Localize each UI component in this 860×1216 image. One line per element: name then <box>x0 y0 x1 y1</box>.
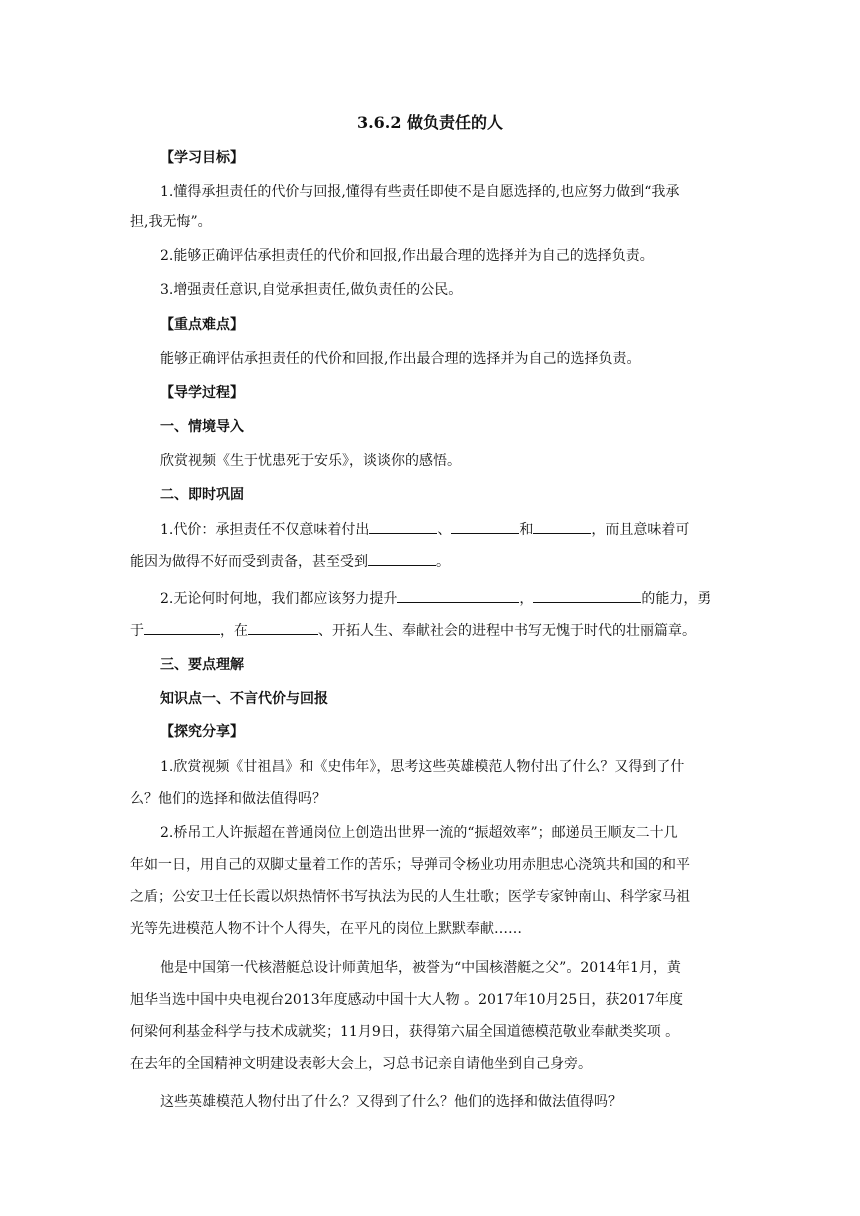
question-2-text-d: 、开拓人生、奉献社会的进程中书写无愧于时代的壮丽篇章。 <box>318 623 696 639</box>
fill-blank[interactable] <box>397 587 519 603</box>
question-1-text-c: 能因为做得不好而受到责备，甚至受到 <box>130 554 368 570</box>
paragraph-3-line-4: 在去年的全国精神文明建设表彰大会上，习总书记亲自请他坐到自己身旁。 <box>130 1056 592 1072</box>
explore-1-line-2: 么？他们的选择和做法值得吗？ <box>130 791 326 807</box>
fill-blank[interactable] <box>144 619 220 635</box>
key-points-text: 能够正确评估承担责任的代价和回报,作出最合理的选择并为自己的选择负责。 <box>160 351 641 367</box>
question-2-text-b: 的能力，勇 <box>641 591 712 607</box>
question-1-text-b: ，而且意味着可 <box>591 522 690 538</box>
fill-blank[interactable] <box>533 587 641 603</box>
goal-1-line-2: 担,我无悔”。 <box>130 214 212 230</box>
explore-2-line-2: 年如一日，用自己的双脚丈量着工作的苦乐；导弹司令杨业功用赤胆忠心浇筑共和国的和平 <box>130 857 690 873</box>
page-title: 3.6.2 做负责任的人 <box>356 113 504 132</box>
question-1-end: 。 <box>436 554 450 570</box>
paragraph-3-line-1: 他是中国第一代核潜艇总设计师黄旭华，被誉为“中国核潜艇之父”。2014年1月，黄 <box>160 960 681 976</box>
question-1-sep-2: 和 <box>519 522 534 538</box>
knowledge-point-1-header: 知识点一、不言代价与回报 <box>160 691 328 707</box>
explore-2-line-1: 2.桥吊工人许振超在普通岗位上创造出世界一流的“振超效率”；邮递员王顺友二十几 <box>160 825 678 841</box>
explore-1-line-1: 1.欣赏视频《甘祖昌》和《史伟年》，思考这些英雄模范人物付出了什么？又得到了什 <box>160 759 685 775</box>
fill-blank[interactable] <box>248 619 318 635</box>
question-2-sep-1: ， <box>519 591 534 607</box>
question-1-line-2 <box>130 550 730 572</box>
question-2-sep-2: ，在 <box>220 623 248 639</box>
fill-blank[interactable] <box>533 518 591 534</box>
closing-question: 这些英雄模范人物付出了什么？又得到了什么？他们的选择和做法值得吗？ <box>160 1094 622 1110</box>
explore-header: 【探究分享】 <box>160 724 244 740</box>
question-2-line-1 <box>160 587 760 609</box>
fill-blank[interactable] <box>451 518 519 534</box>
part-3-header: 三、要点理解 <box>160 657 244 673</box>
explore-2-line-4: 光等先进模范人物不计个人得失，在平凡的岗位上默默奉献…… <box>130 921 522 937</box>
part-2-header: 二、即时巩固 <box>160 487 244 503</box>
question-2-line-2 <box>130 619 730 641</box>
paragraph-3-line-3: 何梁何利基金科学与技术成就奖；11月9日，获得第六届全国道德模范敬业奉献类奖项 。 <box>130 1024 680 1040</box>
fill-blank[interactable] <box>368 550 436 566</box>
question-2-text-a: 2.无论何时何地，我们都应该努力提升 <box>160 591 398 607</box>
part-1-text: 欣赏视频《生于忧患死于安乐》，谈谈你的感悟。 <box>160 453 461 469</box>
goal-3: 3.增强责任意识,自觉承担责任,做负责任的公民。 <box>160 282 463 298</box>
question-2-text-c: 于 <box>130 623 144 639</box>
paragraph-3-line-2: 旭华当选中国中央电视台2013年度感动中国十大人物 。2017年10月25日，获2017年度 <box>130 992 683 1008</box>
goal-2: 2.能够正确评估承担责任的代价和回报,作出最合理的选择并为自己的选择负责。 <box>160 248 654 264</box>
process-header: 【导学过程】 <box>160 385 244 401</box>
goal-1-line-1: 1.懂得承担责任的代价与回报,懂得有些责任即使不是自愿选择的,也应努力做到“我承 <box>160 184 680 200</box>
explore-2-line-3: 之盾；公安卫士任长霞以炽热情怀书写执法为民的人生壮歌；医学专家钟南山、科学家马祖 <box>130 889 690 905</box>
fill-blank[interactable] <box>369 518 437 534</box>
key-points-header: 【重点难点】 <box>160 317 244 333</box>
question-1-sep-1: 、 <box>437 522 452 538</box>
question-1-text-a: 1.代价：承担责任不仅意味着付出 <box>160 522 370 538</box>
part-1-header: 一、情境导入 <box>160 419 244 435</box>
goals-header: 【学习目标】 <box>160 150 244 166</box>
question-1-line-1 <box>160 518 760 540</box>
